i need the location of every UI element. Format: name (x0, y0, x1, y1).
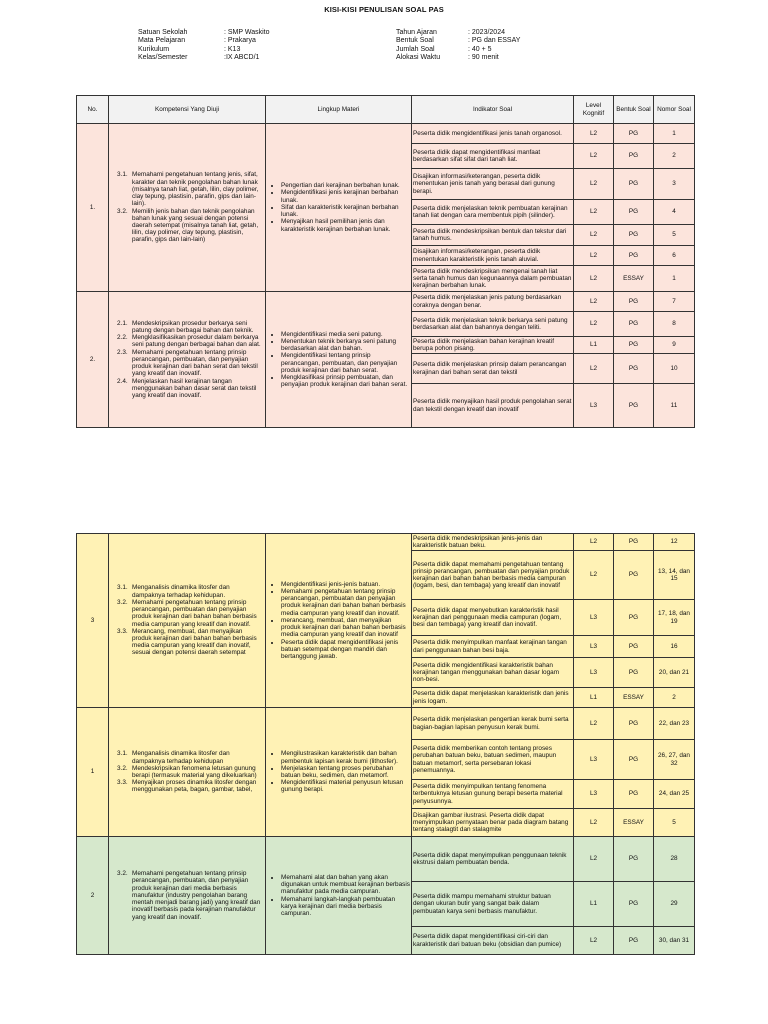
question-number-cell: 26, 27, dan 32 (654, 740, 695, 780)
level-cell: L2 (574, 200, 614, 225)
indicator-cell: Peserta didik menyimpulkan tentang fenomena terbentuknya letusan gunung berapi beserta material penyusunnya. (412, 780, 574, 809)
form-cell: PG (614, 312, 654, 337)
meta-left (138, 29, 270, 62)
indicator-cell: Peserta didik menjelaskan prinsip dalam perancangan kerajinan dari bahan serat dan tekstil (412, 354, 574, 384)
meta-row (138, 29, 270, 37)
meta-label: Bentuk Soal (396, 37, 434, 45)
question-number-cell: 5 (654, 809, 695, 837)
level-cell: L2 (574, 169, 614, 200)
question-number-cell: 13, 14, dan 15 (654, 551, 695, 600)
scope-item: • merancang, membuat, dan menyajikan produk kerajinan dari bahan bahan berbasis media campuran yang kreatif dan inovatif (281, 617, 410, 639)
header-nomor: Nomor Soal (654, 96, 695, 124)
meta-value: : 90 menit (468, 53, 499, 61)
level-cell: L2 (574, 292, 614, 312)
indicator-cell: Peserta didik menjelaskan jenis patung berdasarkan coraknya dengan benar. (412, 292, 574, 312)
question-number-cell: 10 (654, 354, 695, 384)
meta-row (138, 37, 270, 45)
competency-text: Menyajikan proses dinamika litosfer dengan menggunakan peta, bagan, gambar, tabel, (132, 779, 257, 794)
competency-number: 3.1. (117, 584, 128, 592)
competency-text: Merancang, membuat, dan menyajikan produk kerajinan dari bahan bahan berbasis media campuran yang kreatif dan inovatif, sesuai dengan potensi daerah setempat (132, 627, 257, 657)
scope-item: • Memahami langkah-langkah pembuatan karya kerajinan dari media berbasis campuran. (281, 896, 410, 918)
question-number-cell: 9 (654, 337, 695, 354)
meta-row (396, 46, 520, 54)
level-cell: L2 (574, 144, 614, 169)
kisi-table-1 (76, 95, 695, 428)
competency-text: Memahami pengetahuan tentang prinsip perancangan, pembuatan, dan penyajian produk kerajinan dari bahan serat dan tekstil yang kreatif dan inovatif. (132, 348, 258, 378)
question-number-cell: 20, dan 21 (654, 658, 695, 688)
competency-number: 3.2. (117, 598, 128, 606)
question-number-cell: 29 (654, 882, 695, 927)
question-number-cell: 5 (654, 225, 695, 246)
competency-item (117, 870, 261, 920)
competency-item (117, 584, 261, 598)
competency-number: 3.1. (117, 750, 128, 758)
form-cell: PG (614, 337, 654, 354)
competency-number: 2.1. (117, 319, 128, 327)
level-cell: L2 (574, 551, 614, 600)
question-number-cell: 4 (654, 200, 695, 225)
indicator-cell: Peserta didik dapat mengidentifikasi ciri-ciri dan karakteristik dari batuan beku (obsidian dan pumice) (412, 927, 574, 955)
scope-item: • Menyajikan hasil pemilihan jenis dan karakteristik kerajinan berbahan lunak. (281, 218, 410, 232)
competency-text: Memahami pengetahuan tentang jenis, sifat, karakter dan teknik pengolahan bahan lunak (misalnya tanah liat, getah, lilin, clay polimer, clay tepung, plastisin, parafin, gips dan lain-lain). (132, 171, 259, 208)
form-cell: PG (614, 144, 654, 169)
form-cell: PG (614, 534, 654, 551)
indicator-cell: Peserta didik mendeskripsikan mengenai tanah liat serta tanah humus dan kegunaannya dalam pembuatan kerajinan berbahan lunak. (412, 266, 574, 292)
form-cell: PG (614, 169, 654, 200)
indicator-cell: Peserta didik mengidentifikasi karakteristik bahan kerajinan tangan menggunakan bahan dasar logam non-besi. (412, 658, 574, 688)
competency-number: 2.4. (117, 377, 128, 385)
form-cell: PG (614, 292, 654, 312)
meta-value: : PG dan ESSAY (468, 37, 521, 45)
level-cell: L3 (574, 384, 614, 428)
question-number-cell: 17, 18, dan 19 (654, 600, 695, 636)
competency-cell (109, 124, 266, 292)
competency-cell (109, 534, 266, 708)
question-number-cell: 16 (654, 636, 695, 658)
scope-item: • Mengilustrasikan karakteristik dan bahan pembentuk lapisan kerak bumi (lithosfer). (281, 750, 410, 764)
indicator-cell: Peserta didik dapat menyebutkan karakteristik hasil kerajinan dari penggunaan media campuran (logam, besi dan tembaga) yang kreatif dan inovatif. (412, 600, 574, 636)
form-cell: ESSAY (614, 688, 654, 708)
level-cell: L1 (574, 337, 614, 354)
meta-label: Tahun Ajaran (396, 29, 437, 36)
level-cell: L3 (574, 658, 614, 688)
level-cell: L3 (574, 600, 614, 636)
table-row (77, 124, 695, 144)
meta-value: : Prakarya (224, 37, 256, 45)
section-number: 2. (77, 292, 109, 428)
indicator-cell: Peserta didik mendeskripsikan bentuk dan tekstur dari tanah humus. (412, 225, 574, 246)
scope-cell (266, 292, 412, 428)
scope-item: • Memahami pengetahuan tentang prinsip perancangan, pembuatan dan penyajian produk kerajinan dari bahan bahan berbasis media campuran yang kreatif dan inovatif. (281, 588, 410, 617)
form-cell: PG (614, 354, 654, 384)
meta-label: Kurikulum (138, 45, 170, 53)
competency-text: Menjelaskan hasil kerajinan tangan menggunakan bahan dasar serat dan tekstil yang kreatif dan inovatif. (132, 377, 257, 399)
scope-list (267, 182, 410, 232)
indicator-cell: Peserta didik mengidentifikasi jenis tanah organosol. (412, 124, 574, 144)
competency-number: 3.3. (117, 627, 128, 635)
competency-item (117, 628, 261, 657)
scope-cell (266, 124, 412, 292)
kisi-table-2 (76, 533, 695, 955)
level-cell: L1 (574, 882, 614, 927)
indicator-cell: Peserta didik dapat memahami pengetahuan tentang prinsip perancangan, pembuatan dan penyajian produk kerajinan dari bahan bahan berbasis media campuran (logam, besi, dan tembaga) yang kreatif dan inovatif (412, 551, 574, 600)
question-number-cell: 2 (654, 144, 695, 169)
meta-right (396, 29, 520, 62)
scope-item: • Memahami alat dan bahan yang akan digunakan untuk membuat kerajinan berbasis manufaktur pada media campuran. (281, 874, 410, 896)
competency-item (117, 208, 261, 244)
competency-cell (109, 708, 266, 837)
question-number-cell: 3 (654, 169, 695, 200)
form-cell: PG (614, 246, 654, 266)
meta-label: Jumlah Soal (396, 45, 435, 53)
question-number-cell: 7 (654, 292, 695, 312)
question-number-cell: 8 (654, 312, 695, 337)
level-cell: L2 (574, 246, 614, 266)
form-cell: PG (614, 740, 654, 780)
level-cell: L3 (574, 780, 614, 809)
form-cell: PG (614, 882, 654, 927)
competency-item (117, 320, 261, 334)
scope-item: • Mengidentifikasi jenis kerajinan berbahan lunak. (281, 189, 410, 203)
competency-number: 3.2. (117, 207, 128, 215)
competency-item (117, 765, 261, 779)
competency-number: 2.3. (117, 348, 128, 356)
scope-cell (266, 534, 412, 708)
meta-value: : 40 + 5 (468, 45, 492, 53)
indicator-cell: Peserta didik mendeskripsikan jenis-jenis dan karakteristik batuan beku. (412, 534, 574, 551)
level-cell: L2 (574, 809, 614, 837)
meta-value: : SMP Waskito (224, 29, 270, 36)
meta-row (138, 46, 270, 54)
meta-label: Kelas/Semester (138, 53, 188, 61)
scope-item: • Mengidentifikasi tentang prinsip perancangan, pembuatan, dan penyajian produk kerajinan dari bahan serat. (281, 352, 410, 374)
scope-list (267, 331, 410, 389)
header-level: Level Kognitif (574, 96, 614, 124)
form-cell: PG (614, 927, 654, 955)
competency-number: 3.3. (117, 779, 128, 787)
indicator-cell: Disajikan informasi/keterangan, peserta didik menentukan jenis tanah yang berasal dari gunung berapi. (412, 169, 574, 200)
competency-text: Mengklasifikasikan prosedur dalam berkarya seni patung dengan berbagai bahan dan alat. (132, 334, 261, 349)
scope-item: • Mengidentifikasi media seni patung. (281, 331, 410, 338)
question-number-cell: 24, dan 25 (654, 780, 695, 809)
meta-row (396, 54, 520, 62)
form-cell: PG (614, 600, 654, 636)
table-body (77, 534, 695, 955)
indicator-cell: Peserta didik menjelaskan teknik pembuatan kerajinan tanah liat dengan cara membentuk pipih (silinder). (412, 200, 574, 225)
competency-item (117, 599, 261, 628)
table-body (77, 124, 695, 428)
level-cell: L2 (574, 266, 614, 292)
competency-item (117, 750, 261, 764)
section-number: 1. (77, 124, 109, 292)
form-cell: PG (614, 384, 654, 428)
level-cell: L2 (574, 708, 614, 740)
scope-item: • Peserta didik dapat mengidentifikasi jenis batuan setempat dengan mandiri dan bertanggung jawab. (281, 639, 410, 661)
competency-text: Memahami pengetahuan tentang prinsip perancangan, pembuatan dan penyajian produk kerajinan dari bahan bahan berbasis media campuran yang kreatif dan inovatif. (132, 598, 257, 628)
competency-number: 3.1. (117, 171, 128, 179)
question-number-cell: 28 (654, 837, 695, 882)
competency-cell (109, 292, 266, 428)
table-row (77, 292, 695, 312)
scope-cell (266, 837, 412, 955)
indicator-cell: Peserta didik menyajikan hasil produk pengolahan serat dan tekstil dengan kreatif dan inovatif (412, 384, 574, 428)
scope-item: • Menjelaskan tentang proses perubahan batuan beku, sedimen, dan metamorf. (281, 765, 410, 779)
scope-list (267, 581, 410, 660)
scope-list (267, 874, 410, 917)
meta-value: :IX ABCD/1 (224, 53, 260, 61)
level-cell: L2 (574, 312, 614, 337)
section-number: 3 (77, 534, 109, 708)
form-cell: PG (614, 551, 654, 600)
competency-item (117, 779, 261, 793)
form-cell: PG (614, 837, 654, 882)
scope-item: • Mengklasifikasi prinsip pembuatan, dan penyajian produk kerajinan dari bahan serat. (281, 374, 410, 388)
competency-text: Menganalisis dinamika litosfer dan dampaknya terhadap kehidupan. (132, 584, 230, 599)
header-lingkup: Lingkup Materi (266, 96, 412, 124)
level-cell: L2 (574, 837, 614, 882)
competency-item (117, 378, 261, 400)
header-no: No. (77, 96, 109, 124)
form-cell: PG (614, 708, 654, 740)
indicator-cell: Disajikan informasi/keterangan, peserta didik menentukan karakteristik jenis tanah aluvial. (412, 246, 574, 266)
question-number-cell: 11 (654, 384, 695, 428)
scope-cell (266, 708, 412, 837)
form-cell: PG (614, 780, 654, 809)
table-row (77, 534, 695, 551)
table-row (77, 708, 695, 740)
meta-row (396, 37, 520, 45)
meta-label: Satuan Sekolah (138, 29, 188, 36)
level-cell: L2 (574, 354, 614, 384)
form-cell: PG (614, 658, 654, 688)
level-cell: L2 (574, 534, 614, 551)
scope-list (267, 750, 410, 793)
competency-text: Memahami pengetahuan tentang prinsip perancangan, pembuatan, dan penyajian produk kerajinan dari media berbasis manufaktur (industry pengolahan barang mentah menjadi barang jadi) yang kreatif dan inovatif berbasis pada kerajinan manufaktur yang kreatif dan inovatif. (132, 870, 261, 921)
scope-item: • Mengidentifikasi jenis-jenis batuan. (281, 581, 410, 588)
competency-number: 3.2. (117, 764, 128, 772)
question-number-cell: 30, dan 31 (654, 927, 695, 955)
section-number: 2 (77, 837, 109, 955)
indicator-cell: Disajikan gambar ilustrasi. Peserta didik dapat menyimpulkan pernyataan benar pada diagram batang tentang stalagtit dan stalagmite (412, 809, 574, 837)
meta-value: : K13 (224, 45, 241, 53)
indicator-cell: Peserta didik dapat mengidentifikasi manfaat berdasarkan sifat sifat dari tanah liat. (412, 144, 574, 169)
indicator-cell: Peserta didik menjelaskan bahan kerajinan kreatif berupa pohon pisang. (412, 337, 574, 354)
competency-text: Menganalisis dinamika litosfer dan dampaknya terhadap kehidupan (132, 750, 230, 765)
question-number-cell: 6 (654, 246, 695, 266)
indicator-cell: Peserta didik menyimpulkan manfaat kerajinan tangan dari penggunaan bahan besi baja. (412, 636, 574, 658)
level-cell: L2 (574, 225, 614, 246)
meta-label: Mata Pelajaran (138, 37, 186, 45)
scope-item: • Pengertian dari kerajinan berbahan lunak. (281, 182, 410, 189)
indicator-cell: Peserta didik dapat menjelaskan karakteristik dan jenis jenis logam. (412, 688, 574, 708)
indicator-cell: Peserta didik mampu memahami struktur batuan dengan ukuran butir yang sangat baik dalam pembuatan karya seni berbasis manufaktur. (412, 882, 574, 927)
indicator-cell: Peserta didik menjelaskan teknik berkarya seni patung berdasarkan alat dan bahannya dengan teliti. (412, 312, 574, 337)
form-cell: ESSAY (614, 266, 654, 292)
competency-text: Mendeskripsikan prosedur berkarya seni patung dengan berbagai bahan dan teknik. (132, 319, 254, 335)
document-title: KISI-KISI PENULISAN SOAL PAS (324, 5, 444, 14)
question-number-cell: 22, dan 23 (654, 708, 695, 740)
table-header-row (77, 96, 695, 124)
meta-row (396, 29, 520, 37)
competency-text: Mendeskripsikan fenomena letusan gunung berapi (termasuk material yang dikeluarkan) (132, 764, 257, 779)
competency-item (117, 349, 261, 378)
indicator-cell: Peserta didik memberikan contoh tentang proses perubahan batuan beku, batuan sedimen, maupun batuan metamorf, serta persebaran lokasi penemuannya. (412, 740, 574, 780)
level-cell: L2 (574, 124, 614, 144)
question-number-cell: 12 (654, 534, 695, 551)
header-bentuk: Bentuk Soal (614, 96, 654, 124)
question-number-cell: 2 (654, 688, 695, 708)
question-number-cell: 1 (654, 266, 695, 292)
level-cell: L3 (574, 740, 614, 780)
form-cell: PG (614, 124, 654, 144)
competency-item (117, 334, 261, 348)
level-cell: L1 (574, 688, 614, 708)
form-cell: PG (614, 636, 654, 658)
table-row (77, 837, 695, 882)
scope-item: • Sifat dan karakteristik kerajinan berbahan lunak. (281, 204, 410, 218)
scope-item: • Menentukan teknik berkarya seni patung berdasarkan alat dan bahan. (281, 338, 410, 352)
level-cell: L2 (574, 927, 614, 955)
competency-text: Memilih jenis bahan dan teknik pengolahan bahan lunak yang sesuai dengan potensi daerah setempat (misalnya tanah liat, getah, lilin, clay polimer, clay tepung, plastisin, parafin, gips dan lain-lain) (132, 207, 259, 244)
competency-item (117, 171, 261, 207)
competency-cell (109, 837, 266, 955)
form-cell: PG (614, 225, 654, 246)
indicator-cell: Peserta didik dapat menyimpulkan penggunaan teknik ekstrusi dalam pembuatan benda. (412, 837, 574, 882)
header-kompetensi: Kompetensi Yang Diuji (109, 96, 266, 124)
competency-number: 2.2. (117, 334, 128, 342)
scope-item: • Mengidentifikasi material penyusun letusan gunung berapi. (281, 779, 410, 793)
level-cell: L3 (574, 636, 614, 658)
form-cell: PG (614, 200, 654, 225)
competency-number: 3.2. (117, 870, 128, 878)
header-indikator: Indikator Soal (412, 96, 574, 124)
meta-row (138, 54, 270, 62)
meta-label: Alokasi Waktu (396, 53, 441, 61)
form-cell: ESSAY (614, 809, 654, 837)
question-number-cell: 1 (654, 124, 695, 144)
section-number: 1 (77, 708, 109, 837)
meta-value: : 2023/2024 (468, 29, 505, 36)
indicator-cell: Peserta didik menjelaskan pengertian kerak bumi serta bagian-bagian lapisan penyusun kerak bumi. (412, 708, 574, 740)
